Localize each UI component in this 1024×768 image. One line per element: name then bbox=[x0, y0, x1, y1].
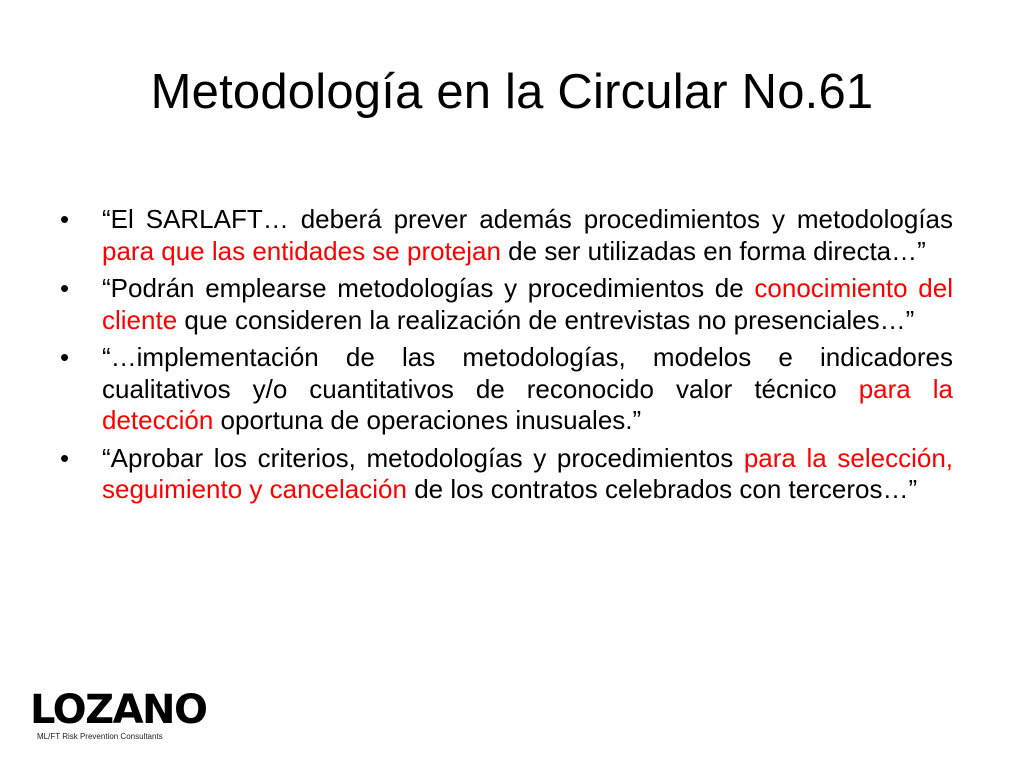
bullet-item bbox=[58, 204, 953, 267]
bullet-text-segment: “El SARLAFT… deberá prever además procedimientos y metodologías bbox=[102, 204, 953, 234]
bullet-text-segment: de los contratos celebrados con terceros…” bbox=[406, 474, 918, 504]
bullet-marker: • bbox=[60, 204, 70, 234]
company-logo bbox=[30, 687, 230, 742]
bullet-marker: • bbox=[60, 273, 70, 303]
bullet-text bbox=[102, 204, 953, 266]
bullet-text-segment: “Aprobar los criterios, metodologías y procedimientos bbox=[102, 442, 744, 473]
bullet-text-segment: “…implementación de las metodologías, modelos e indicadores cualitativos y/o cuantitativos de reconocido valor técnico bbox=[102, 342, 953, 404]
highlighted-phrase: para la selección, seguimiento y cancelación bbox=[102, 442, 953, 504]
bullet-text-segment: que consideren la realización de entrevistas no presenciales…” bbox=[177, 304, 915, 335]
bullet-text bbox=[102, 273, 953, 335]
bullet-text bbox=[102, 443, 953, 505]
highlighted-phrase: para que las entidades se protejan bbox=[102, 235, 501, 266]
highlighted-phrase: conocimiento del cliente bbox=[102, 273, 953, 335]
highlighted-phrase: para la detección bbox=[102, 373, 953, 435]
bullet-text-segment: “Podrán emplearse metodologías y procedimientos de bbox=[102, 273, 755, 303]
slide-title: Metodología en la Circular No.61 bbox=[150, 65, 874, 119]
bullet-marker: • bbox=[60, 442, 70, 473]
bullet-list bbox=[58, 204, 953, 512]
bullet-item bbox=[58, 443, 953, 506]
bullet-item bbox=[58, 342, 953, 437]
bullet-marker: • bbox=[60, 342, 70, 372]
logo-wordmark: LOZANO bbox=[30, 687, 207, 733]
bullet-text-segment: de ser utilizadas en forma directa…” bbox=[500, 235, 926, 266]
logo-tagline: ML/FT Risk Prevention Consultants bbox=[37, 732, 163, 741]
bullet-text bbox=[102, 342, 953, 435]
bullet-text-segment: oportuna de operaciones inusuales.” bbox=[213, 405, 642, 435]
bullet-item bbox=[58, 273, 953, 336]
